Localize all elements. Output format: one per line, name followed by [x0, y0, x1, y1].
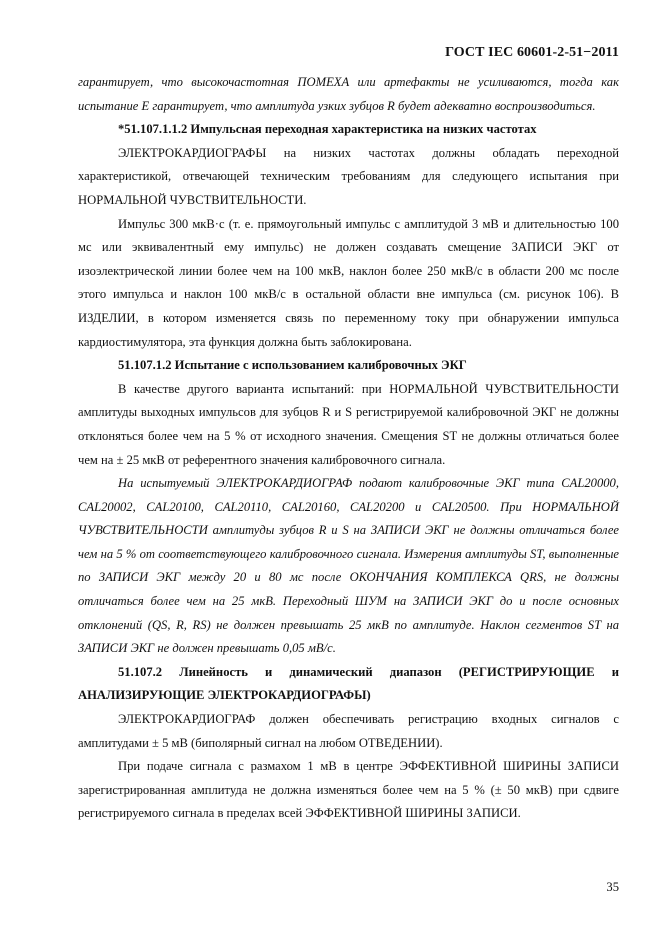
document-body	[78, 71, 619, 826]
paragraph: ЭЛЕКТРОКАРДИОГРАФЫ на низких частотах должны обладать переходной характеристикой, отвечающей техническим требованиям для следующего испытания при НОРМАЛЬНОЙ ЧУВСТВИТЕЛЬНОСТИ.	[78, 145, 619, 207]
paragraph: В качестве другого варианта испытаний: при НОРМАЛЬНОЙ ЧУВСТВИТЕЛЬНОСТИ амплитуды выходных импульсов для зубцов R и S регистрируемой калибровочной ЭКГ не должны отклоняться более чем на 5 % от исходного значения. Смещения ST не должны отличаться более чем на ± 25 мкВ от референтного значения калибровочного сигнала.	[78, 381, 619, 467]
paragraph: ЭЛЕКТРОКАРДИОГРАФ должен обеспечивать регистрацию входных сигналов с амплитудами ± 5 мВ (биполярный сигнал на любом ОТВЕДЕНИИ).	[78, 712, 619, 750]
paragraph: При подаче сигнала с размахом 1 мВ в центре ЭФФЕКТИВНОЙ ШИРИНЫ ЗАПИСИ зарегистрированная амплитуда не должна изменяться более чем на 5 % (± 50 мкВ) при сдвиге регистрируемого сигнала в пределах всей ЭФФЕКТИВНОЙ ШИРИНЫ ЗАПИСИ.	[78, 759, 619, 821]
section-heading-51-107-2: 51.107.2 Линейность и динамический диапазон (РЕГИСТРИРУЮЩИЕ и АНАЛИЗИРУЮЩИЕ ЭЛЕКТРОКАРДИОГРАФЫ)	[78, 664, 619, 703]
paragraph: Импульс 300 мкВ·с (т. е. прямоугольный импульс с амплитудой 3 мВ и длительностью 100 мс или эквивалентный ему импульс) не должен создавать смещение ЗАПИСИ ЭКГ от изоэлектрической линии более чем на 100 мкВ, наклон более 250 мкВ/с в области 200 мс после этого импульса и наклон 100 мкВ/с в остальной области вне импульса (см. рисунок 106). В ИЗДЕЛИИ, в котором изменяется связь по переменному току при обнаружении импульса кардиостимулятора, эта функция должна быть заблокирована.	[78, 216, 619, 349]
page-number: 35	[606, 880, 619, 894]
paragraph-test-method: На испытуемый ЭЛЕКТРОКАРДИОГРАФ подают калибровочные ЭКГ типа CAL20000, CAL20002, CAL20100, CAL20110, CAL20160, CAL20200 и CAL20500. При НОРМАЛЬНОЙ ЧУВСТВИТЕЛЬНОСТИ амплитуды зубцов R и S на ЗАПИСИ ЭКГ не должны отличаться более чем на 5 % от соответствующего калибровочного сигнала. Измерения амплитуды ST, выполненные по ЗАПИСИ ЭКГ между 20 и 80 мс после ОКОНЧАНИЯ КОМПЛЕКСА QRS, не должны отличаться более чем на 25 мкВ. Переходный ШУМ на ЗАПИСИ ЭКГ до и после основных отклонений (QS, R, RS) не должен превышать 25 мкВ по амплитуде. Наклон сегментов ST на ЗАПИСИ ЭКГ не должен превышать 0,05 мВ/с.	[78, 476, 619, 656]
document-header: ГОСТ IEC 60601-2-51−2011	[445, 45, 619, 60]
paragraph-continuation: гарантирует, что высокочастотная ПОМЕХА или артефакты не усиливаются, тогда как испытание E гарантирует, что амплитуда узких зубцов R будет адекватно воспроизводиться.	[78, 75, 619, 113]
section-heading-51-107-1-1-2: *51.107.1.1.2 Импульсная переходная характеристика на низких частотах	[118, 122, 537, 137]
section-heading-51-107-1-2: 51.107.1.2 Испытание с использованием калибровочных ЭКГ	[118, 358, 467, 373]
